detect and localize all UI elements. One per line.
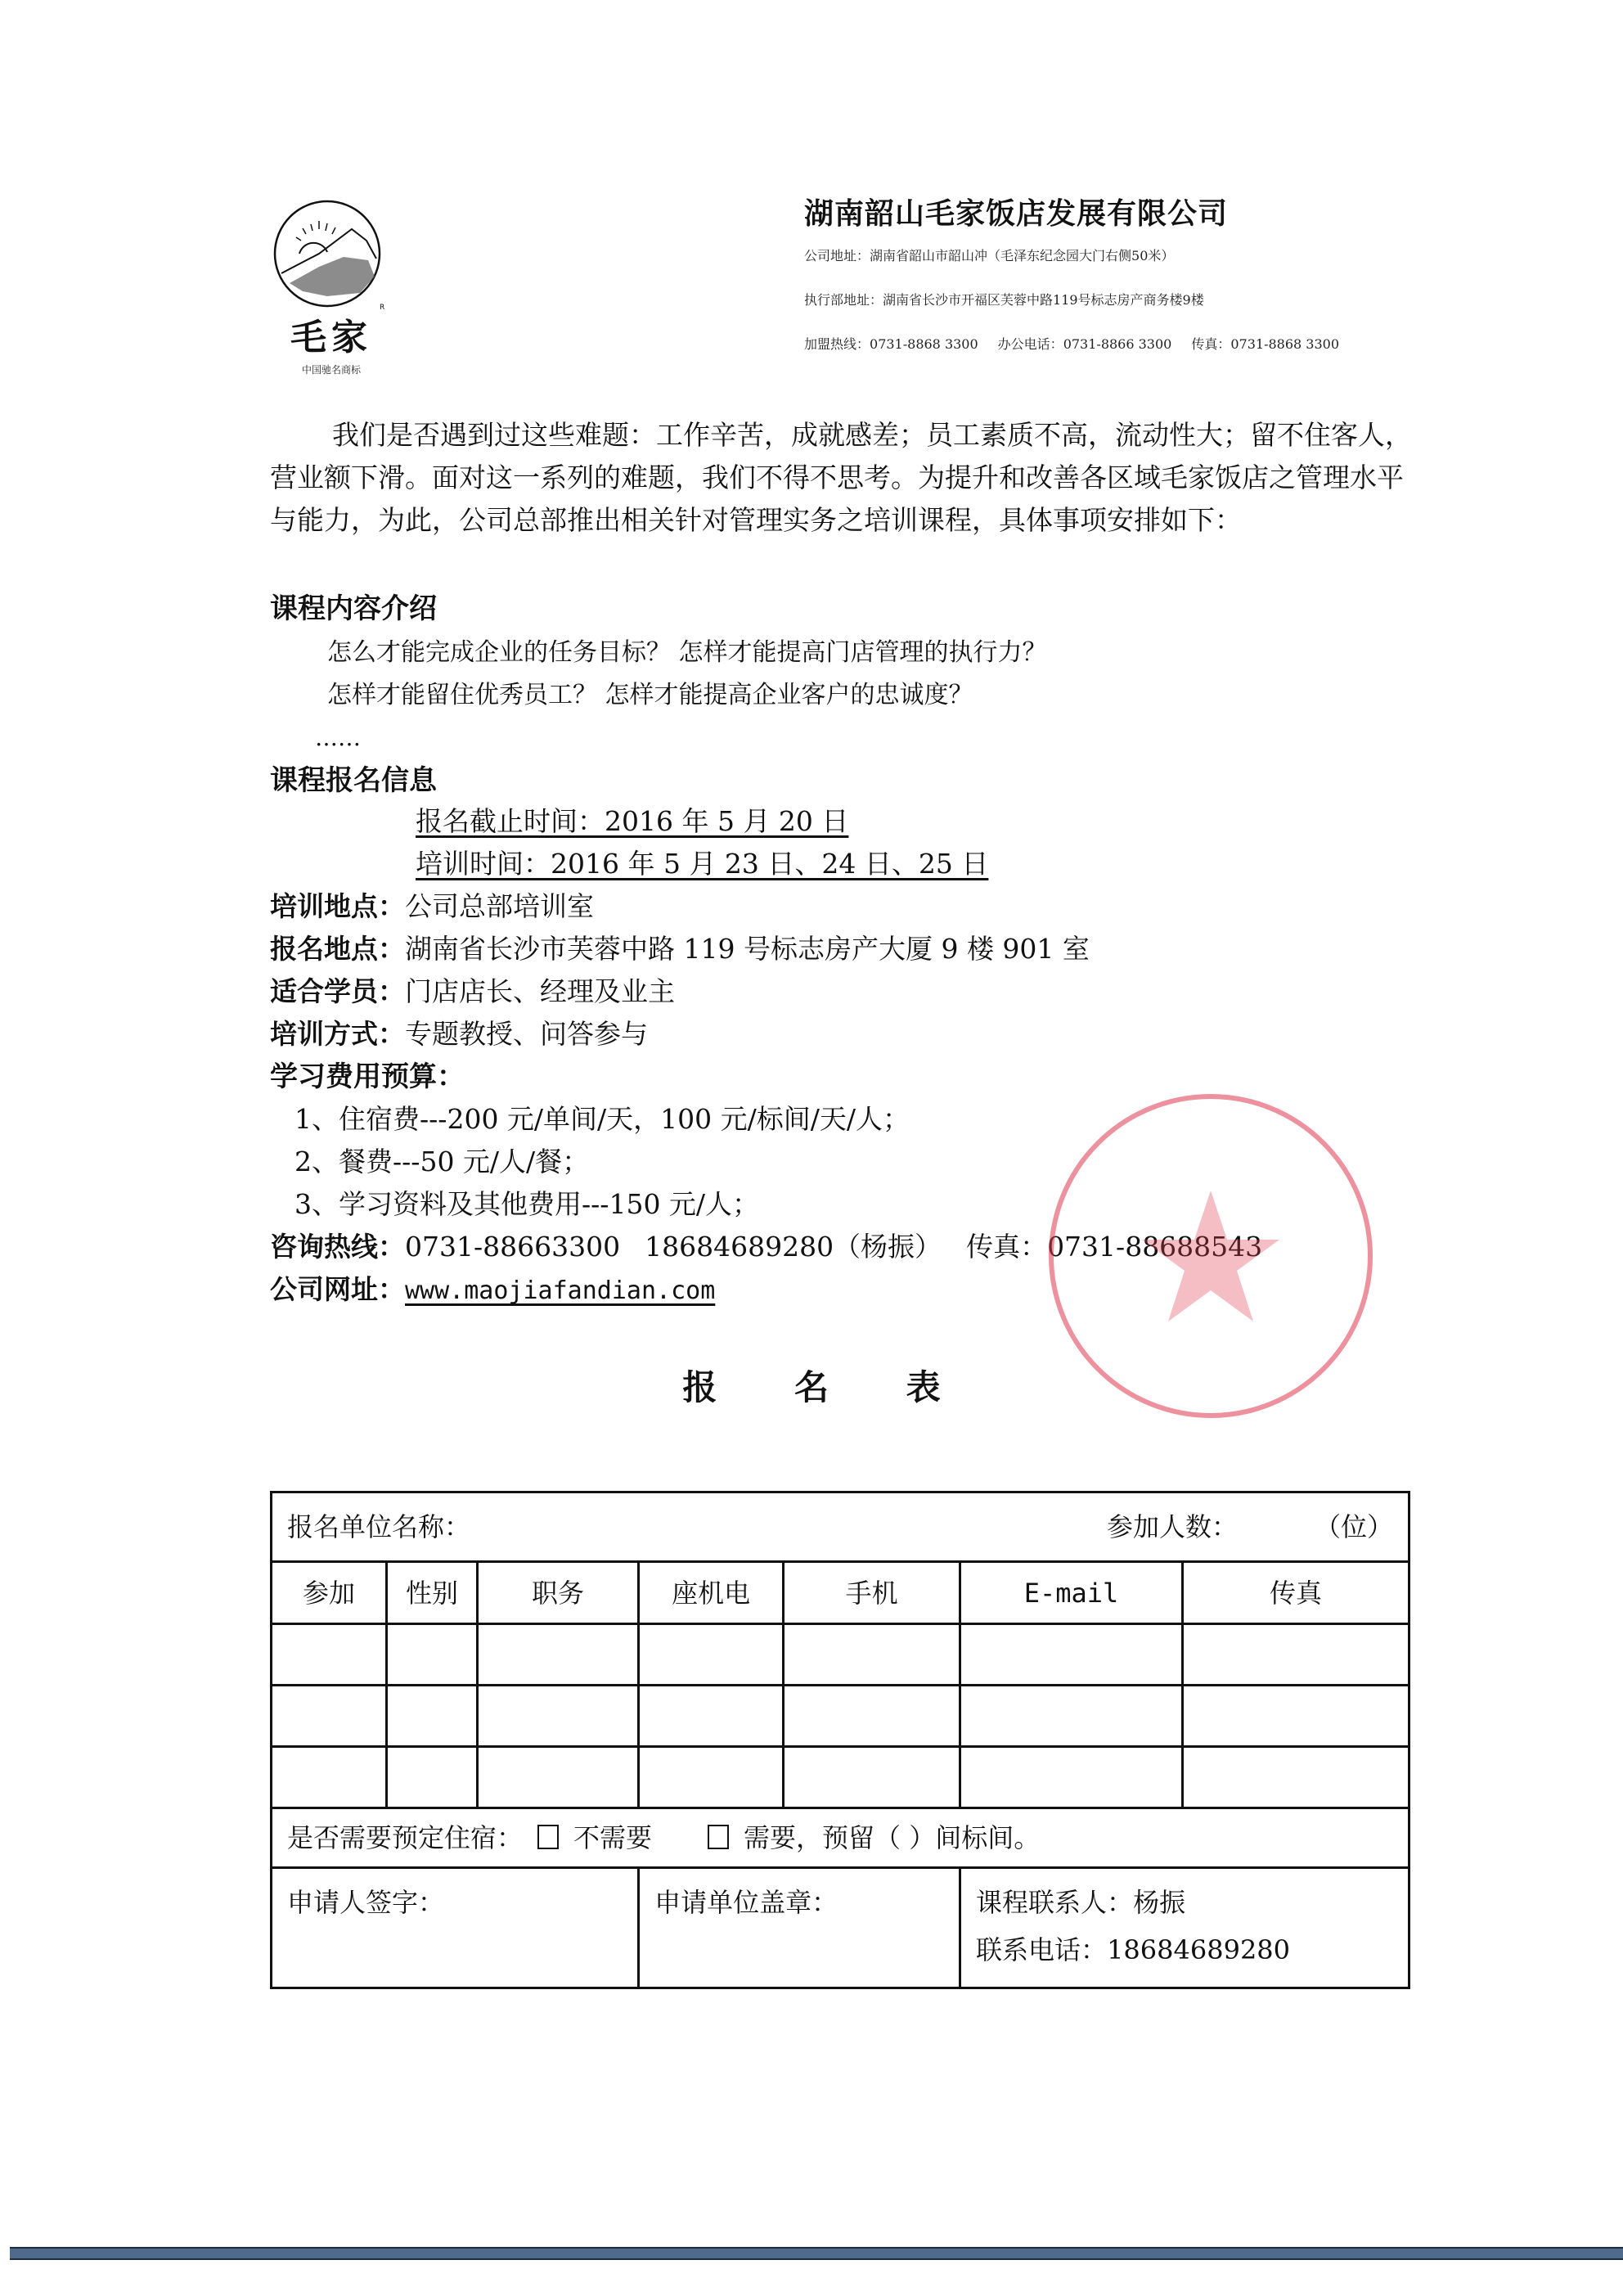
unit-stamp-label: 申请单位盖章： xyxy=(654,1887,838,1918)
table-cell[interactable] xyxy=(784,1686,960,1747)
table-row xyxy=(272,1624,1409,1686)
column-header: 职务 xyxy=(477,1562,638,1624)
column-header: 传真 xyxy=(1183,1562,1409,1624)
table-cell[interactable] xyxy=(960,1624,1183,1686)
training-location xyxy=(270,885,594,928)
training-location-label: 培训地点： xyxy=(270,890,405,922)
table-cell[interactable] xyxy=(386,1747,477,1808)
column-header: 参加 xyxy=(272,1562,387,1624)
consult-hotline xyxy=(270,1226,1262,1268)
option-no-label: 不需要 xyxy=(573,1822,653,1853)
website-label: 公司网址： xyxy=(270,1273,405,1305)
table-cell[interactable] xyxy=(1183,1686,1409,1747)
table-cell[interactable] xyxy=(784,1624,960,1686)
course-contact-name: 杨振 xyxy=(1133,1887,1186,1918)
table-cell[interactable] xyxy=(1183,1747,1409,1808)
table-cell[interactable] xyxy=(272,1686,387,1747)
training-mode-label: 培训方式： xyxy=(270,1018,405,1050)
footer-bar xyxy=(10,2247,1623,2260)
fees-heading: 学习费用预算： xyxy=(270,1060,465,1093)
attendee-count-unit: （位） xyxy=(1327,1511,1393,1542)
intro-paragraph: 我们是否遇到过这些难题：工作辛苦，成就感差；员工素质不高，流动性大；留不住客人，营业额下滑。面对这一系列的难题，我们不得不思考。为提升和改善各区域毛家饭店之管理水平与能力，为此，公司总部推出相关针对管理实务之培训课程，具体事项安排如下： xyxy=(270,419,1412,536)
table-cell[interactable] xyxy=(477,1747,638,1808)
exec-address xyxy=(804,291,1204,309)
table-cell[interactable] xyxy=(272,1624,387,1686)
contact-phone xyxy=(976,1926,1393,1974)
fee-item: 1、住宿费---200 元/单间/天，100 元/标间/天/人； xyxy=(294,1103,910,1135)
table-cell[interactable] xyxy=(960,1686,1183,1747)
accommodation-row xyxy=(272,1808,1409,1868)
course-questions-line-2: 怎样才能留住优秀员工？ 怎样才能提高企业客户的忠诚度？ xyxy=(327,681,973,709)
exec-address-label: 执行部地址： xyxy=(804,292,883,308)
signup-location xyxy=(270,928,1090,970)
table-cell[interactable] xyxy=(477,1686,638,1747)
logo-brand-text: 毛家 xyxy=(290,317,372,358)
mountain-sun-emblem-icon xyxy=(270,195,393,317)
checkbox-no-accommodation[interactable] xyxy=(537,1825,559,1849)
letterhead-phones xyxy=(804,335,1339,353)
fee-item: 3、学习资料及其他费用---150 元/人； xyxy=(294,1188,760,1220)
contact-fax-label: 传真： xyxy=(966,1231,1048,1263)
training-location-value: 公司总部培训室 xyxy=(405,890,594,922)
target-students-label: 适合学员： xyxy=(270,975,405,1007)
company-address xyxy=(804,247,1174,265)
exec-address-value: 湖南省长沙市开福区芙蓉中路119号标志房产商务楼9楼 xyxy=(883,292,1204,308)
hotline-mobile: 18684689280（杨振） xyxy=(645,1231,942,1263)
column-header: 性别 xyxy=(386,1562,477,1624)
target-students-value: 门店店长、经理及业主 xyxy=(405,975,675,1007)
contact-phone-label: 联系电话： xyxy=(976,1934,1108,1965)
training-mode xyxy=(270,1013,648,1056)
accommodation-label: 是否需要预定住宿： xyxy=(287,1822,524,1853)
table-cell[interactable] xyxy=(784,1747,960,1808)
table-row xyxy=(272,1686,1409,1747)
table-cell[interactable] xyxy=(386,1624,477,1686)
office-phone-label: 办公电话： xyxy=(997,336,1063,352)
course-questions-line-1: 怎么才能完成企业的任务目标？ 怎样才能提高门店管理的执行力？ xyxy=(327,638,1047,667)
table-cell[interactable] xyxy=(477,1624,638,1686)
signup-location-value: 湖南省长沙市芙蓉中路 119 号标志房产大厦 9 楼 901 室 xyxy=(405,933,1090,965)
target-students xyxy=(270,970,675,1013)
attendee-count-label: 参加人数： xyxy=(1106,1511,1238,1542)
letterhead-fax: 0731-8868 3300 xyxy=(1230,336,1340,352)
table-cell[interactable] xyxy=(386,1686,477,1747)
signature-row xyxy=(272,1868,1409,1988)
attendee-count-field[interactable] xyxy=(1107,1510,1393,1543)
table-cell[interactable] xyxy=(639,1624,784,1686)
column-header-row xyxy=(272,1562,1409,1624)
hotline-number: 0731-88663300 xyxy=(405,1231,621,1263)
office-phone: 0731-8866 3300 xyxy=(1063,336,1172,352)
company-address-value: 湖南省韶山市韶山冲（毛泽东纪念园大门右侧50米） xyxy=(870,248,1175,263)
website-link[interactable]: www.maojiafandian.com xyxy=(405,1276,716,1305)
ellipsis: …… xyxy=(315,724,361,751)
table-cell[interactable] xyxy=(272,1747,387,1808)
unit-name-field[interactable] xyxy=(272,1492,1409,1562)
registration-form-table xyxy=(270,1491,1410,1989)
signup-deadline: 报名截止时间：2016 年 5 月 20 日 xyxy=(416,805,849,837)
contact-phone-number: 18684689280 xyxy=(1107,1934,1291,1965)
unit-name-label: 报名单位名称： xyxy=(287,1511,471,1542)
reserve-rooms-text: ，预留（ ）间标间。 xyxy=(796,1822,1041,1853)
course-contact xyxy=(976,1879,1393,1926)
accommodation-cell xyxy=(272,1808,1409,1868)
logo-subtitle: 中国驰名商标 xyxy=(301,364,361,376)
hotline-label: 咨询热线： xyxy=(270,1231,405,1263)
unit-row xyxy=(272,1492,1409,1562)
unit-stamp-field[interactable] xyxy=(639,1868,960,1988)
signup-location-label: 报名地点： xyxy=(270,933,405,965)
column-header: E-mail xyxy=(960,1562,1183,1624)
form-title: 报 名 表 xyxy=(682,1367,973,1407)
table-cell[interactable] xyxy=(639,1686,784,1747)
table-row xyxy=(272,1747,1409,1808)
company-name: 湖南韶山毛家饭店发展有限公司 xyxy=(804,197,1229,231)
contact-fax: 0731-88688543 xyxy=(1047,1231,1263,1263)
company-address-label: 公司地址： xyxy=(804,248,870,263)
course-contact-cell xyxy=(960,1868,1409,1988)
column-header: 手机 xyxy=(784,1562,960,1624)
option-yes-label: 需要 xyxy=(744,1822,797,1853)
checkbox-need-accommodation[interactable] xyxy=(708,1825,729,1849)
training-mode-value: 专题教授、问答参与 xyxy=(405,1018,648,1050)
training-time: 培训时间：2016 年 5 月 23 日、24 日、25 日 xyxy=(416,848,989,880)
table-cell[interactable] xyxy=(639,1747,784,1808)
table-cell[interactable] xyxy=(1183,1624,1409,1686)
course-contact-label: 课程联系人： xyxy=(976,1887,1134,1918)
column-header: 座机电 xyxy=(639,1562,784,1624)
table-cell[interactable] xyxy=(960,1747,1183,1808)
franchise-hotline: 0731-8868 3300 xyxy=(870,336,978,352)
franchise-hotline-label: 加盟热线： xyxy=(804,336,870,352)
applicant-signature-field[interactable] xyxy=(272,1868,639,1988)
applicant-signature-label: 申请人签字： xyxy=(287,1887,445,1918)
registered-mark: R xyxy=(380,304,385,312)
letterhead-fax-label: 传真： xyxy=(1191,336,1231,352)
company-website xyxy=(270,1268,715,1312)
course-content-heading: 课程内容介绍 xyxy=(270,592,437,625)
fee-item: 2、餐费---50 元/人/餐； xyxy=(294,1146,590,1177)
signup-info-heading: 课程报名信息 xyxy=(270,764,437,797)
company-logo xyxy=(270,195,393,383)
